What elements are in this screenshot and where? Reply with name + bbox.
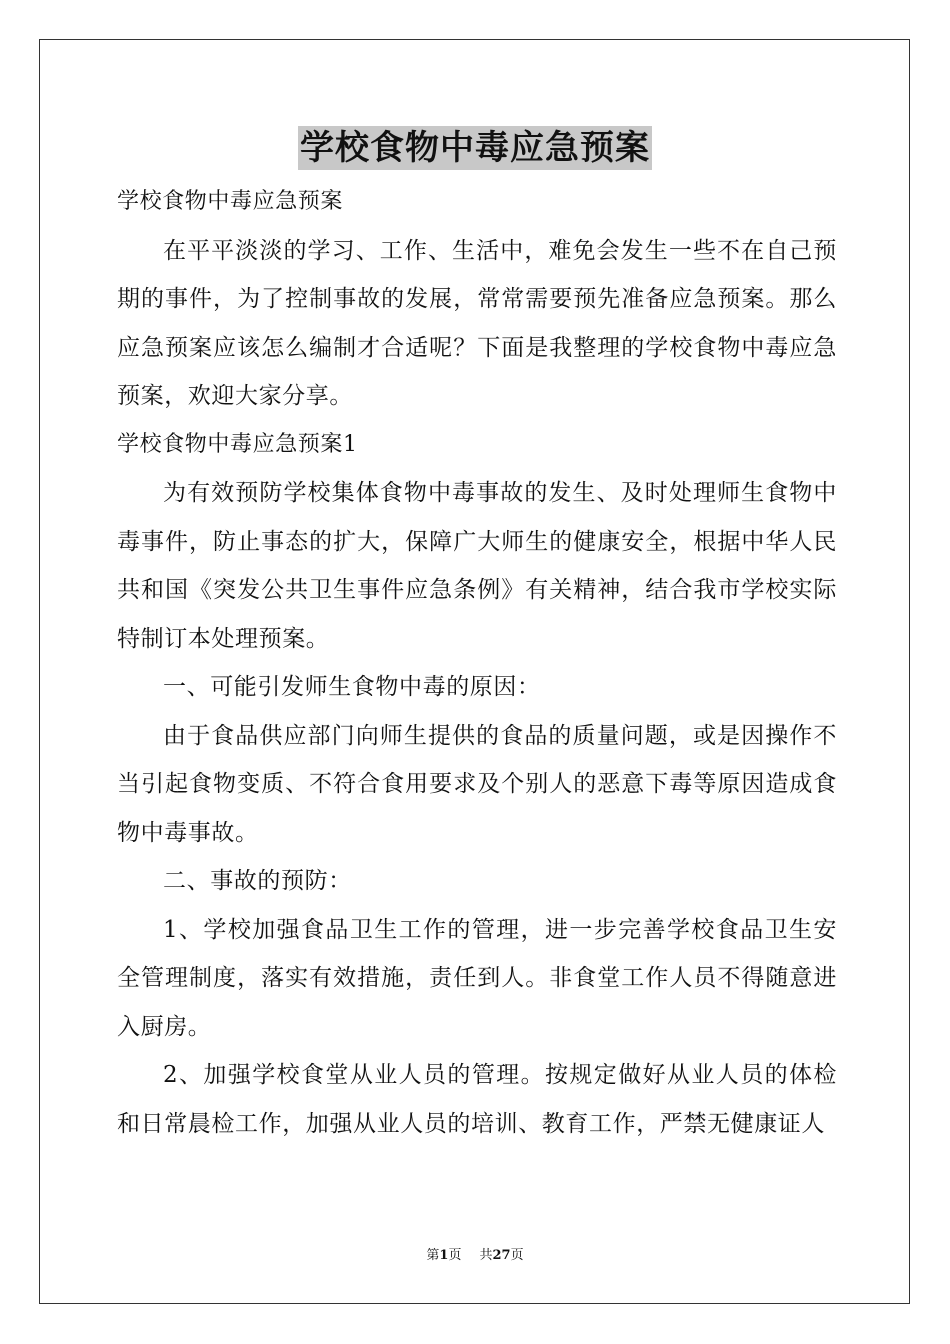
paragraph: 一、可能引发师生食物中毒的原因： <box>163 674 541 700</box>
paragraph: 由于食品供应部门向师生提供的食品的质量问题，或是因操作不当引起食物变质、不符合食用要求及个别人的恶意下毒等原因造成食物中毒事故。 <box>117 722 837 846</box>
document-title-text: 学校食物中毒应急预案 <box>300 128 650 168</box>
total-pages: 27 <box>492 1248 511 1263</box>
document-body <box>117 178 837 1148</box>
total-prefix: 共 <box>479 1248 493 1263</box>
paragraph: 二、事故的预防： <box>163 868 352 894</box>
page-prefix: 第 <box>426 1248 440 1263</box>
paragraph: 为有效预防学校集体食物中毒事故的发生、及时处理师生食物中毒事件，防止事态的扩大，保障广大师生的健康安全，根据中华人民共和国《突发公共卫生事件应急条例》有关精神，结合我市学校实际特制订本处理预案。 <box>117 480 837 652</box>
document-title <box>0 126 950 170</box>
paragraph: 2、加强学校食堂从业人员的管理。按规定做好从业人员的体检和日常晨检工作，加强从业人员的培训、教育工作，严禁无健康证人 <box>117 1062 837 1137</box>
paragraph: 1、学校加强食品卫生工作的管理，进一步完善学校食品卫生安全管理制度，落实有效措施，责任到人。非食堂工作人员不得随意进入厨房。 <box>117 916 837 1040</box>
paragraph: 学校食物中毒应急预案 <box>117 189 344 214</box>
page-suffix: 页 <box>448 1248 462 1263</box>
total-suffix: 页 <box>510 1248 524 1263</box>
page-number: 1 <box>439 1248 449 1263</box>
paragraph: 在平平淡淡的学习、工作、生活中，难免会发生一些不在自己预期的事件，为了控制事故的发展，常常需要预先准备应急预案。那么应急预案应该怎么编制才合适呢？下面是我整理的学校食物中毒应急预案，欢迎大家分享。 <box>117 237 837 409</box>
page-footer <box>0 1247 950 1265</box>
paragraph: 学校食物中毒应急预案1 <box>117 431 358 457</box>
